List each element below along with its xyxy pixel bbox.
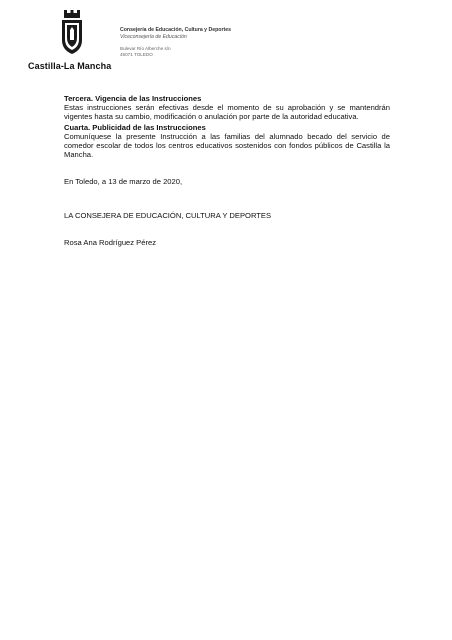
document-body: [64, 95, 390, 248]
address-street: Bulevar Río Alberche s/n: [120, 46, 171, 51]
section-body-third: Estas instrucciones serán efectivas desde el momento de su aprobación y se mantendrán vigentes hasta su cambio, modificación o anulación por parte de la autoridad educativa.: [64, 102, 390, 121]
castilla-la-mancha-logo: [28, 10, 118, 72]
place-date: En Toledo, a 13 de marzo de 2020,: [64, 176, 183, 186]
coat-of-arms-icon: [50, 10, 94, 60]
address-city: 45071 TOLEDO: [120, 52, 153, 57]
signer-title: LA CONSEJERA DE EDUCACIÓN, CULTURA Y DEPORTES: [64, 211, 272, 221]
ministry-name: Consejería de Educación, Cultura y Deportes: [120, 27, 231, 33]
heading-prefix: Tercera: [64, 94, 91, 103]
section-body-fourth: Comuníquese la presente Instrucción a las familias del alumnado becado del servicio de comedor escolar de todos los centros educativos sostenidos con fondos públicos de Castilla la Mancha.: [64, 132, 390, 159]
vice-ministry-name: Viceconsejería de Educación: [120, 34, 187, 40]
address-block: [120, 46, 171, 58]
heading-rest: . Vigencia de las Instrucciones: [90, 94, 202, 103]
section-heading-fourth: Cuarta. Publicidad de las Instrucciones: [64, 123, 206, 133]
logo-text: Castilla-La Mancha: [28, 61, 112, 71]
organization-block: [120, 27, 420, 41]
signer-name: Rosa Ana Rodríguez Pérez: [64, 238, 157, 248]
